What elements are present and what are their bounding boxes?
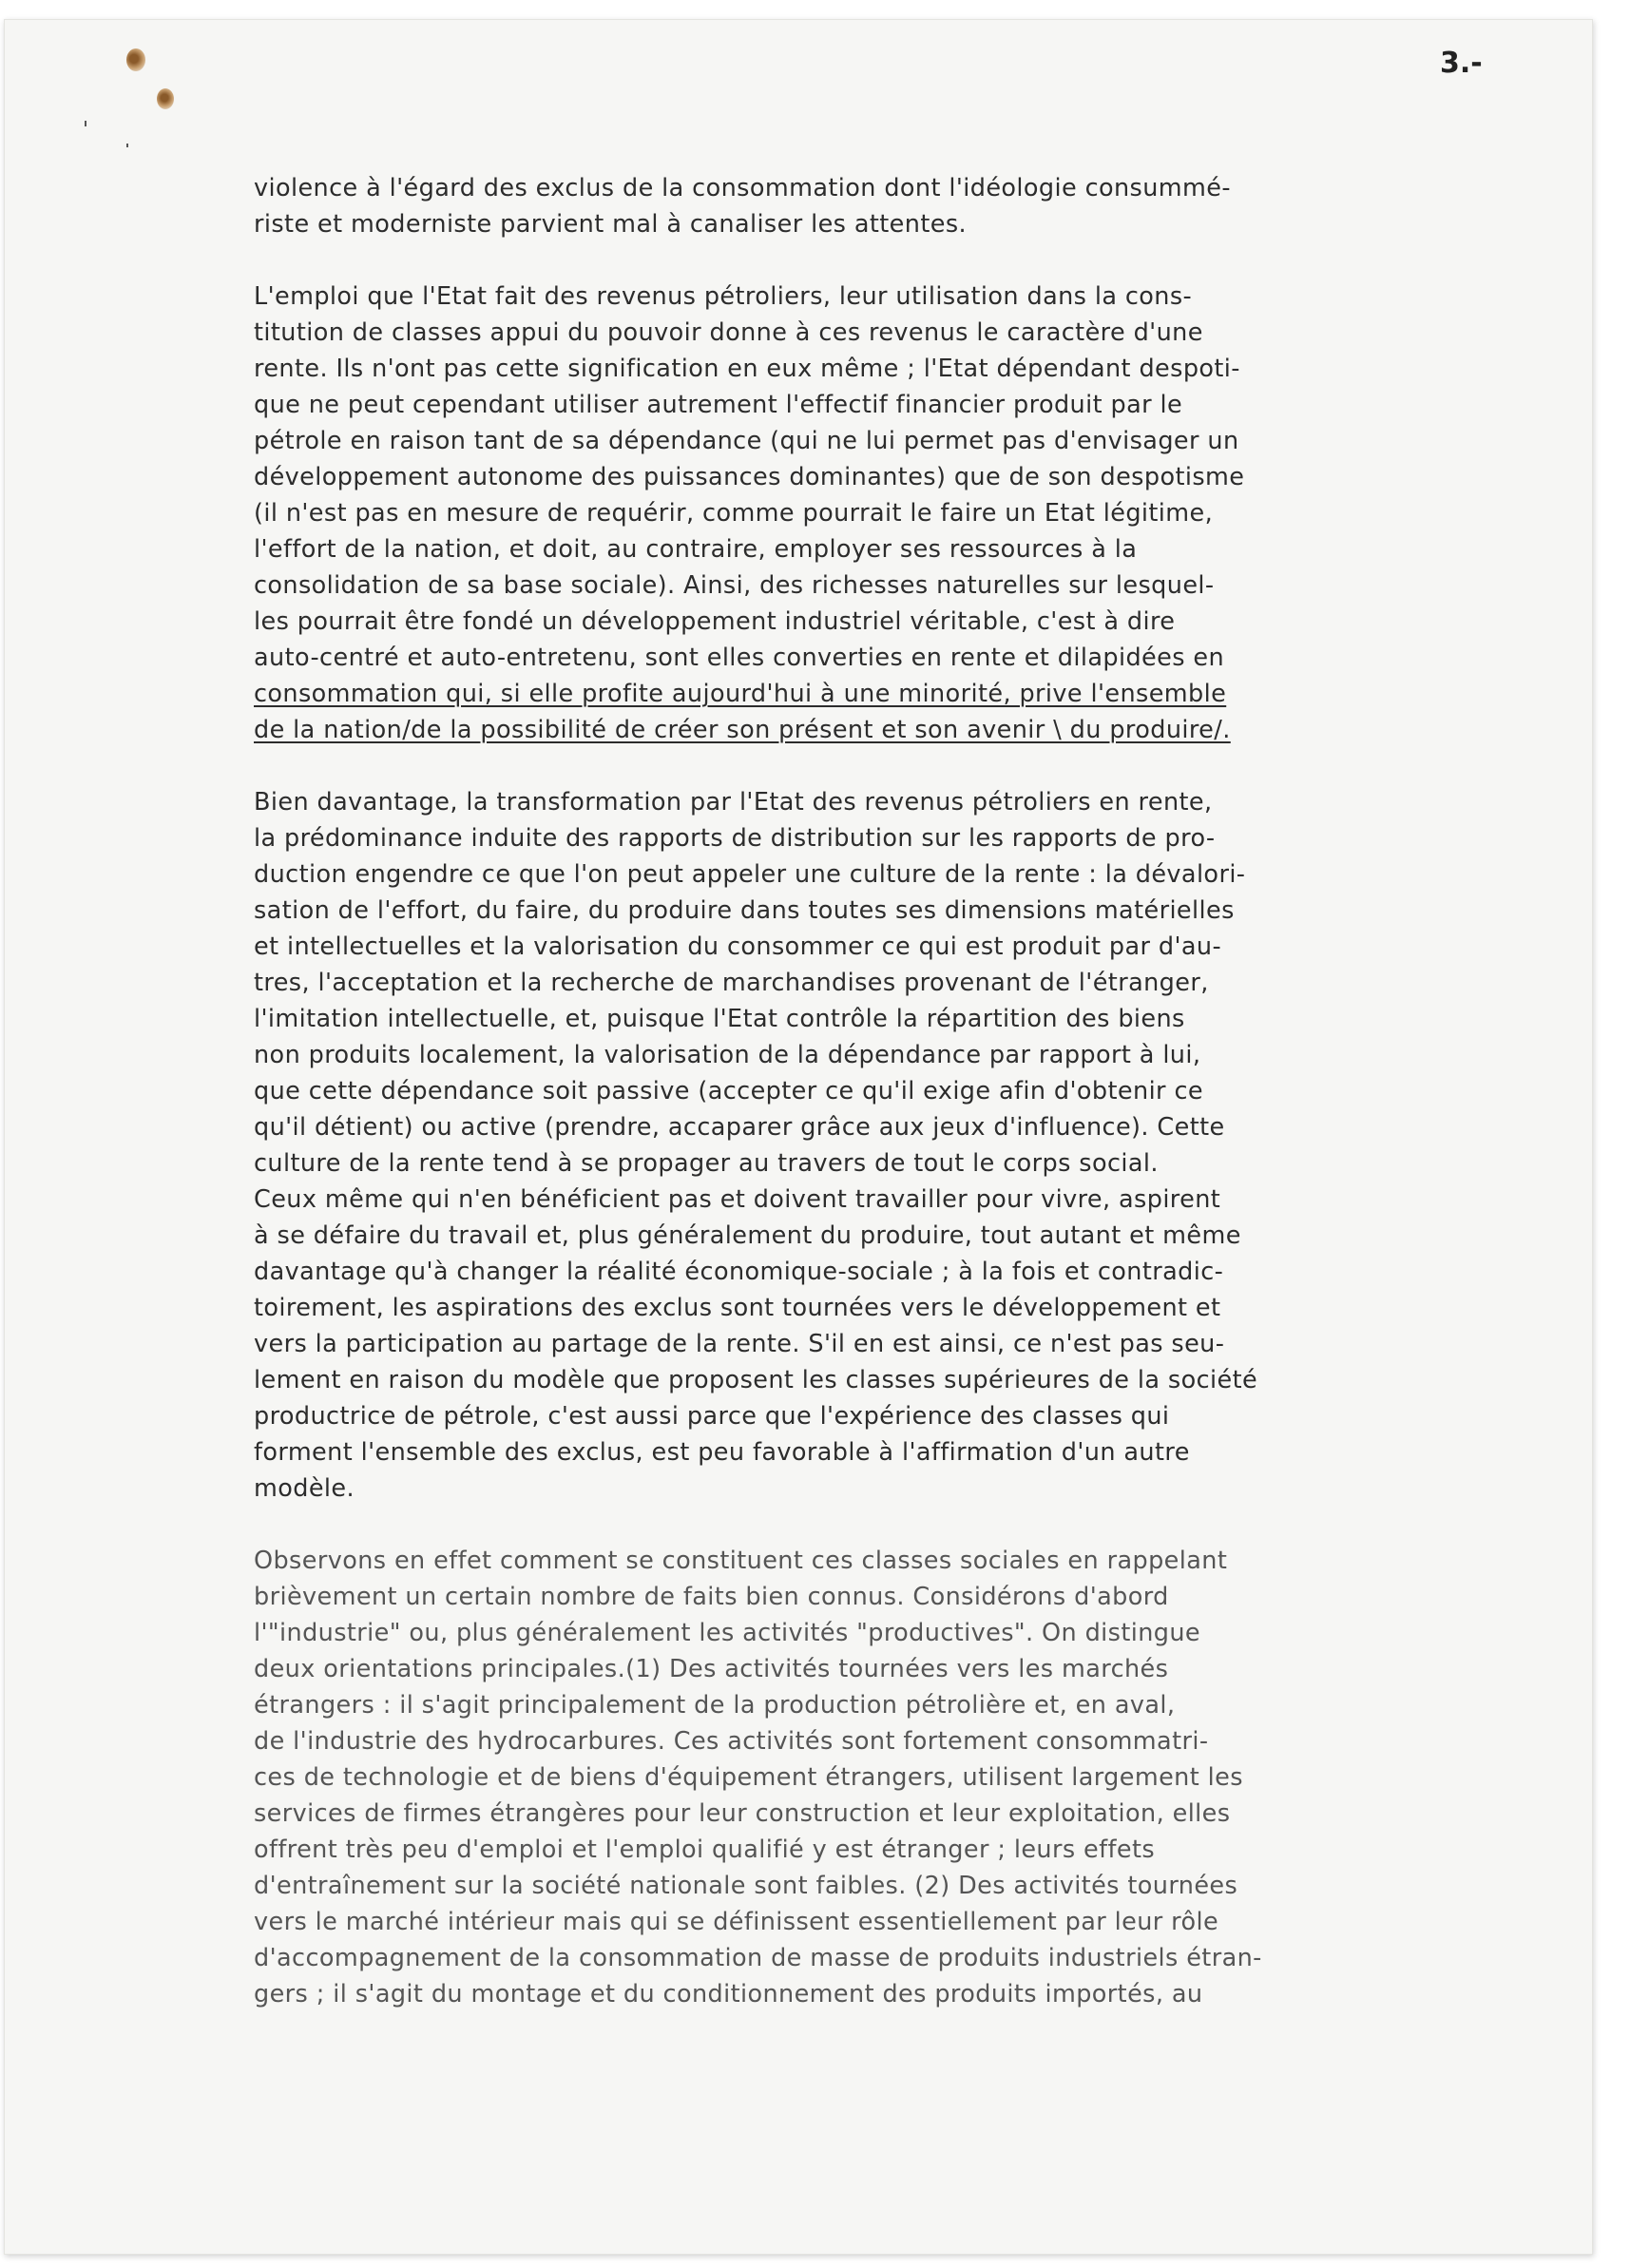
underlined-passage: consommation qui, si elle profite aujourd'hui à une minorité, prive l'ensemble de la nation/de la possibilité de créer son présent et son avenir \ du produire/. bbox=[254, 680, 1231, 744]
page-number: 3.- bbox=[1440, 47, 1483, 80]
document-page bbox=[4, 19, 1593, 2255]
paragraph-3: Bien davantage, la transformation par l'Etat des revenus pétroliers en rente, la prédominance induite des rapports de distribution sur les rapports de pro- duction engendre ce que l'on peut appeler une culture de la rente : la dévalori- sation de l'effort, du faire, du produire dans toutes ses dimensions matérielles et intellectuelles et la valorisation du consommer ce qui est produit par d'au- tres, l'acceptation et la recherche de marchandises provenant de l'étranger, l'imitation intellectuelle, et, puisque l'Etat contrôle la répartition des biens non produits localement, la valorisation de la dépendance par rapport à lui, que cette dépendance soit passive (accepter ce qu'il exige afin d'obtenir ce qu'il détient) ou active (prendre, accaparer grâce aux jeux d'influence). Cette culture de la rente tend à se propager au travers de tout le corps social. Ceux même qui n'en bénéficient pas et doivent travailler pour vivre, aspirent à se défaire du travail et, plus généralement du produire, tout autant et même davantage qu'à changer la réalité économique-sociale ; à la fois et contradic- toirement, les aspirations des exclus sont tournées vers le développement et vers la participation au partage de la rente. S'il en est ainsi, ce n'est pas seu- lement en raison du modèle que proposent les classes supérieures de la société productrice de pétrole, c'est aussi parce que l'expérience des classes qui forment l'ensemble des exclus, est peu favorable à l'affirmation d'un autre modèle. bbox=[254, 788, 1258, 1503]
paragraph-2-text: L'emploi que l'Etat fait des revenus pétroliers, leur utilisation dans la cons- titution de classes appui du pouvoir donne à ces revenus le caractère d'une rente. Ils n'ont pas cette signification en eux même ; l'Etat dépendant despoti- que ne peut cependant utiliser autrement l'effectif financier produit par le pétrole en raison tant de sa dépendance (qui ne lui permet pas d'envisager un développement autonome des puissances dominantes) que de son despotisme (il n'est pas en mesure de requérir, comme pourrait le faire un Etat légitime, l'effort de la nation, et doit, au contraire, employer ses ressources à la consolidation de sa base sociale). Ainsi, des richesses naturelles sur lesquel- les pourrait être fondé un développement industriel véritable, c'est à dire auto-centré et auto-entretenu, sont elles converties en rente et dilapidées en bbox=[254, 282, 1245, 672]
paragraph-4: Observons en effet comment se constituent ces classes sociales en rappelant brièvement un certain nombre de faits bien connus. Considérons d'abord l'"industrie" ou, plus généralement les activités "productives". On distingue deux orientations principales.(1) Des activités tournées vers les marchés étrangers : il s'agit principalement de la production pétrolière et, en aval, de l'industrie des hydrocarbures. Ces activités sont fortement consommatri- ces de technologie et de biens d'équipement étrangers, utilisent largement les services de firmes étrangères pour leur construction et leur exploitation, elles offrent très peu d'emploi et l'emploi qualifié y est étranger ; leurs effets d'entraînement sur la société nationale sont faibles. (2) Des activités tournées vers le marché intérieur mais qui se définissent essentiellement par leur rôle d'accompagnement de la consommation de masse de produits industriels étran- gers ; il s'agit du montage et du conditionnement des produits importés, au bbox=[254, 1547, 1262, 2009]
paragraph-1: violence à l'égard des exclus de la consommation dont l'idéologie consummé- riste et moderniste parvient mal à canaliser les attentes. bbox=[254, 174, 1231, 239]
stain-mark bbox=[157, 88, 174, 109]
speck-mark bbox=[126, 144, 128, 147]
speck-mark bbox=[85, 121, 86, 126]
body-text bbox=[254, 170, 1546, 2048]
stain-mark bbox=[126, 48, 145, 71]
paragraph-2 bbox=[254, 279, 1546, 748]
